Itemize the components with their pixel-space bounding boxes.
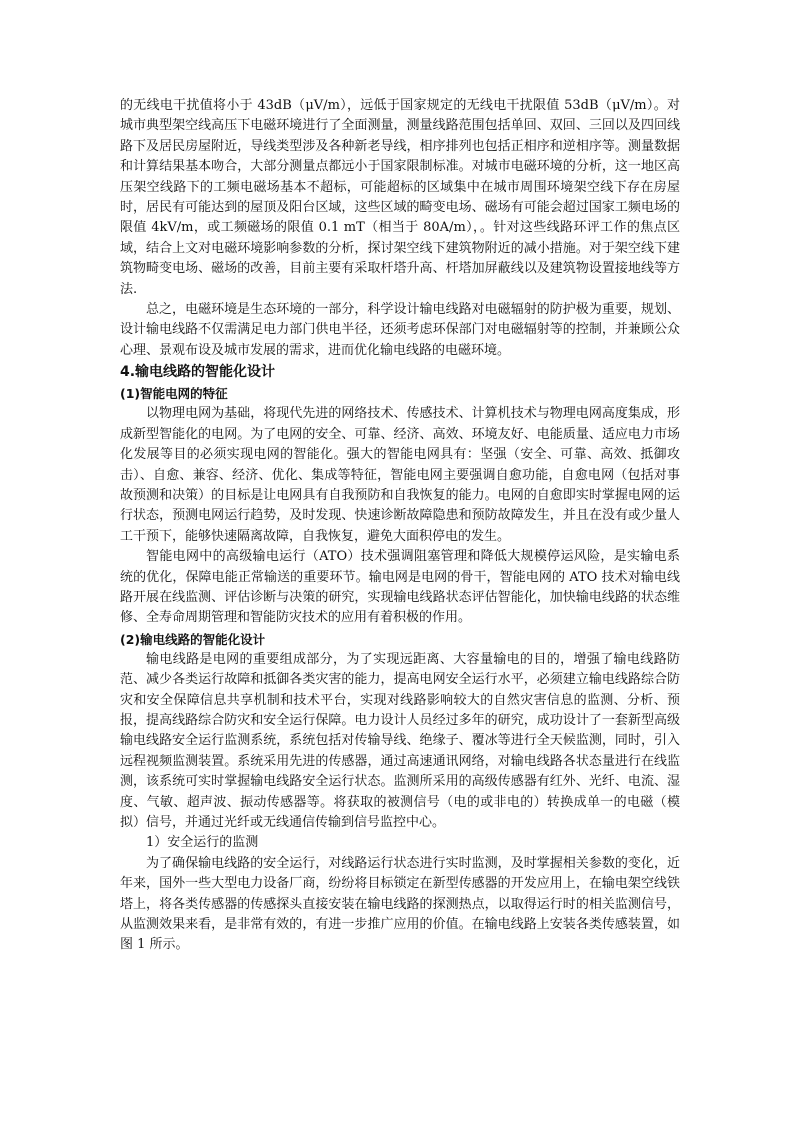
subsection-heading-line-design: (2)输电线路的智能化设计 <box>120 631 266 647</box>
paragraph-monitoring-system: 输电线路是电网的重要组成部分，为了实现远距离、大容量输电的目的，增强了输电线路防范、减少各类运行故障和抵御各类灾害的能力，提高电网安全运行水平，必须建立输电线路综合防灾和安全保障信息共享机制和技术平台，实现对线路影响较大的自然灾害信息的监测、分析、预报，提高线路综合防灾和安全运行保障。电力设计人员经过多年的研究，成功设计了一套新型高级输电线路安全运行监测系统，系统包括对传输导线、绝缘子、覆冰等进行全天候监测，同时，引入远程视频监测装置。系统采用先进的传感器，通过高速通讯网络，对输电线路各状态量进行在线监测，该系统可实时掌握输电线路安全运行状态。监测所采用的高级传感器有红外、光纤、电流、湿度、气敏、超声波、振动传感器等。将获取的被测信号（电的或非电的）转换成单一的电磁（模拟）信号，并通过光纤或无线通信传输到信号监控中心。 <box>120 651 680 830</box>
document-page <box>120 96 680 956</box>
paragraph-smart-grid-features: 以物理电网为基础，将现代先进的网络技术、传感技术、计算机技术与物理电网高度集成，形成新型智能化的电网。为了电网的安全、可靠、经济、高效、环境友好、电能质量、适应电力市场化发展等目的必须实现电网的智能化。强大的智能电网具有：坚强（安全、可靠、高效、抵御攻击）、自愈、兼容、经济、优化、集成等特征，智能电网主要强调自愈功能，自愈电网（包括对事故预测和决策）的目标是让电网具有自我预防和自我恢复的能力。电网的自愈即实时掌握电网的运行状态，预测电网运行趋势，及时发现、快速诊断故障隐患和预防故障发生，并且在没有或少量人工干预下，能够快速隔离故障，自我恢复，避免大面积停电的发生。 <box>120 406 680 544</box>
paragraph-emc-measurement: 的无线电干扰值将小于 43dB（μV/m），远低于国家规定的无线电干扰限值 53dB（μV/m）。对城市典型架空线高压下电磁环境进行了全面测量，测量线路范围包括单回、双回、三回以及四回线路下及居民房屋附近，导线类型涉及各种新老导线，相序排列也包括正相序和逆相序等。测量数据和计算结果基本吻合，大部分测量点都远小于国家限制标准。对城市电磁环境的分析，这一地区高压架空线路下的工频电磁场基本不超标，可能超标的区域集中在城市周围环境架空线下存在房屋时，居民有可能达到的屋顶及阳台区域，这些区域的畸变电场、磁场有可能会超过国家工频电场的限值 4kV/m，或工频磁场的限值 0.1 mT（相当于 80A/m），。针对这些线路环评工作的焦点区域，结合上文对电磁环境影响参数的分析，探讨架空线下建筑物附近的减小措施。对于架空线下建筑物畸变电场、磁场的改善，目前主要有采取杆塔升高、杆塔加屏蔽线以及建筑物设置接地线等方法. <box>120 98 680 297</box>
paragraph-ato: 智能电网中的高级输电运行（ATO）技术强调阻塞管理和降低大规模停运风险，是实输电系统的优化，保障电能正常输送的重要环节。输电网是电网的骨干，智能电网的 ATO 技术对输电线路开展在线监测、评估诊断与决策的研究，实现输电线路状态评估智能化，加快输电线路的状态维修、全寿命周期管理和智能防灾技术的应用有着积极的作用。 <box>120 549 680 626</box>
paragraph-summary: 总之，电磁环境是生态环境的一部分，科学设计输电线路对电磁辐射的防护极为重要，规划、设计输电线路不仅需满足电力部门供电半径，还须考虑环保部门对电磁辐射等的控制，并兼顾公众心理、景观布设及城市发展的需求，进而优化输电线路的电磁环境。 <box>120 302 680 358</box>
subsection-heading-smart-grid: (1)智能电网的特征 <box>120 386 228 402</box>
section-heading-intelligent-design: 4.输电线路的智能化设计 <box>120 364 276 381</box>
paragraph-sensor-deployment: 为了确保输电线路的安全运行，对线路运行状态进行实时监测，及时掌握相关参数的变化，近年来，国外一些大型电力设备厂商，纷纷将目标锁定在新型传感器的开发应用上，在输电架空线铁塔上，将各类传感器的传感探头直接安装在输电线路的探测热点，以取得运行时的相关监测信号，从监测效果来看，是非常有效的，有进一步推广应用的价值。在输电线路上安装各类传感装置，如图 1 所示。 <box>120 855 680 953</box>
sub-subsection-heading-safety-monitoring: 1）安全运行的监测 <box>146 835 259 851</box>
